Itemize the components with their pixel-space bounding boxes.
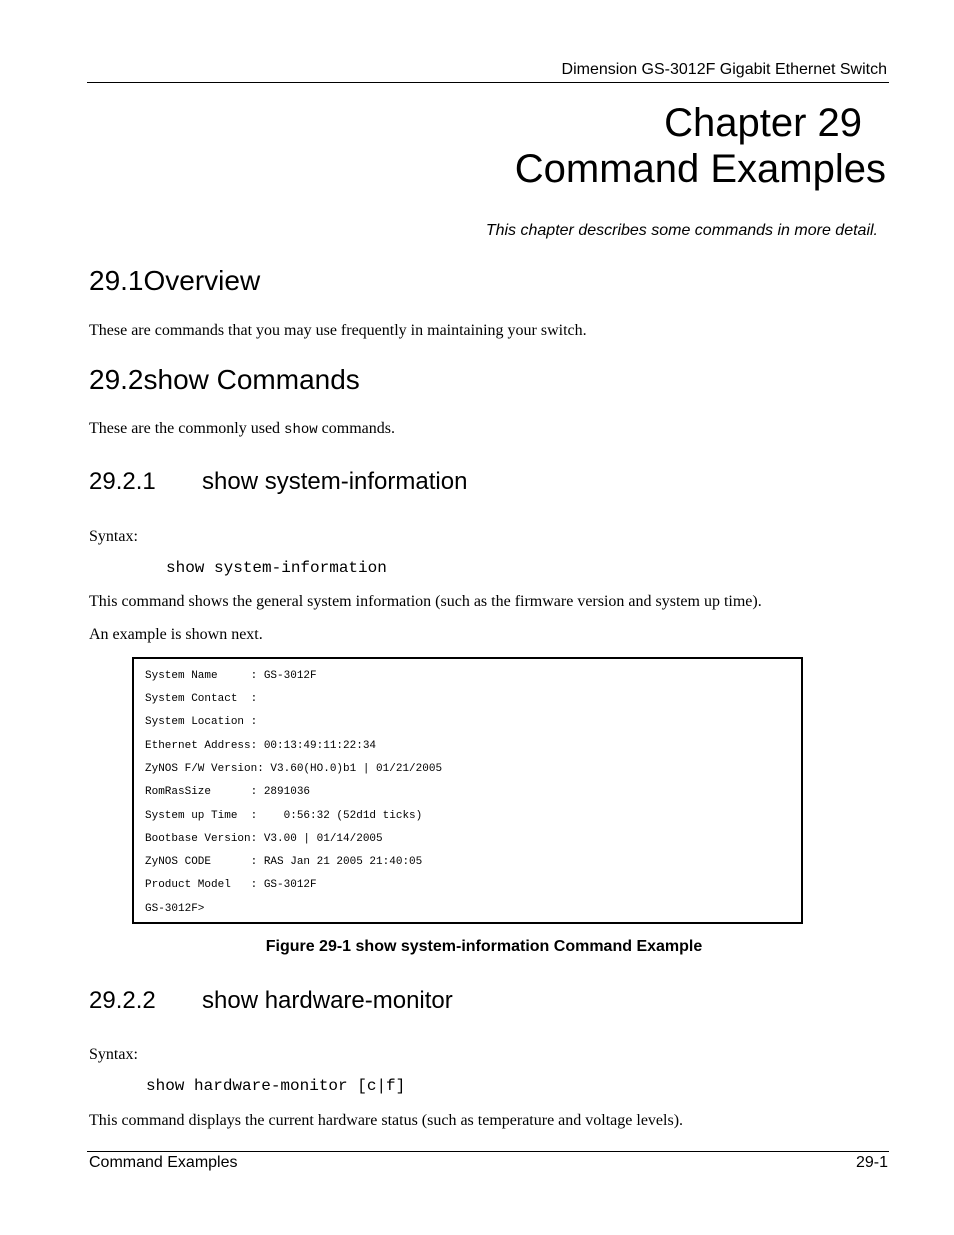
subsection-number: 29.2.1	[89, 468, 156, 495]
header-rule	[87, 82, 889, 83]
example-line: Ethernet Address: 00:13:49:11:22:34	[145, 740, 377, 752]
inline-code: show	[284, 422, 318, 438]
subsection-hardware-monitor-heading	[89, 987, 453, 1015]
subsection-title: show hardware-monitor	[202, 987, 453, 1014]
page-number: 29-1	[855, 1154, 888, 1171]
chapter-intro: This chapter describes some commands in more detail.	[485, 222, 878, 239]
body-text: commands.	[317, 420, 395, 437]
footer-rule	[87, 1151, 889, 1152]
example-line: System up Time : 0:56:32 (52d1d ticks)	[145, 810, 423, 822]
example-line: RomRasSize : 2891036	[145, 786, 311, 798]
example-line: System Contact :	[145, 693, 258, 705]
example-line: Product Model : GS-3012F	[145, 879, 317, 891]
example-line: Bootbase Version: V3.00 | 01/14/2005	[145, 833, 383, 845]
syntax-command: show system-information	[166, 559, 387, 577]
command-example-box	[132, 657, 803, 924]
command-description: This command displays the current hardware status (such as temperature and voltage levels).	[89, 1112, 684, 1129]
subsection-title: show system-information	[202, 468, 468, 495]
example-line: ZyNOS CODE : RAS Jan 21 2005 21:40:05	[145, 856, 423, 868]
syntax-label: Syntax:	[89, 1046, 138, 1063]
footer-chapter-name: Command Examples	[89, 1154, 238, 1171]
syntax-command: show hardware-monitor [c|f]	[146, 1077, 406, 1095]
running-header: Dimension GS-3012F Gigabit Ethernet Switch	[561, 61, 887, 78]
example-line: System Name : GS-3012F	[145, 670, 317, 682]
figure-caption: Figure 29-1 show system-information Command Example	[265, 938, 703, 955]
section-overview-heading: 29.1Overview	[89, 265, 261, 296]
chapter-number: Chapter 29	[664, 101, 862, 145]
example-line: ZyNOS F/W Version: V3.60(HO.0)b1 | 01/21/2005	[145, 763, 443, 775]
command-description: This command shows the general system information (such as the firmware version and system up time).	[89, 593, 762, 610]
example-note: An example is shown next.	[89, 626, 263, 643]
section-show-commands-body	[89, 419, 395, 440]
section-show-commands-heading: 29.2show Commands	[89, 364, 360, 395]
syntax-label: Syntax:	[89, 528, 138, 545]
chapter-title: Command Examples	[514, 147, 886, 191]
subsection-number: 29.2.2	[89, 987, 156, 1014]
body-text: These are the commonly used	[89, 420, 285, 437]
example-line: GS-3012F>	[145, 903, 205, 915]
section-overview-body: These are commands that you may use frequently in maintaining your switch.	[89, 322, 587, 339]
example-line: System Location :	[145, 716, 258, 728]
subsection-system-information-heading	[89, 468, 467, 496]
